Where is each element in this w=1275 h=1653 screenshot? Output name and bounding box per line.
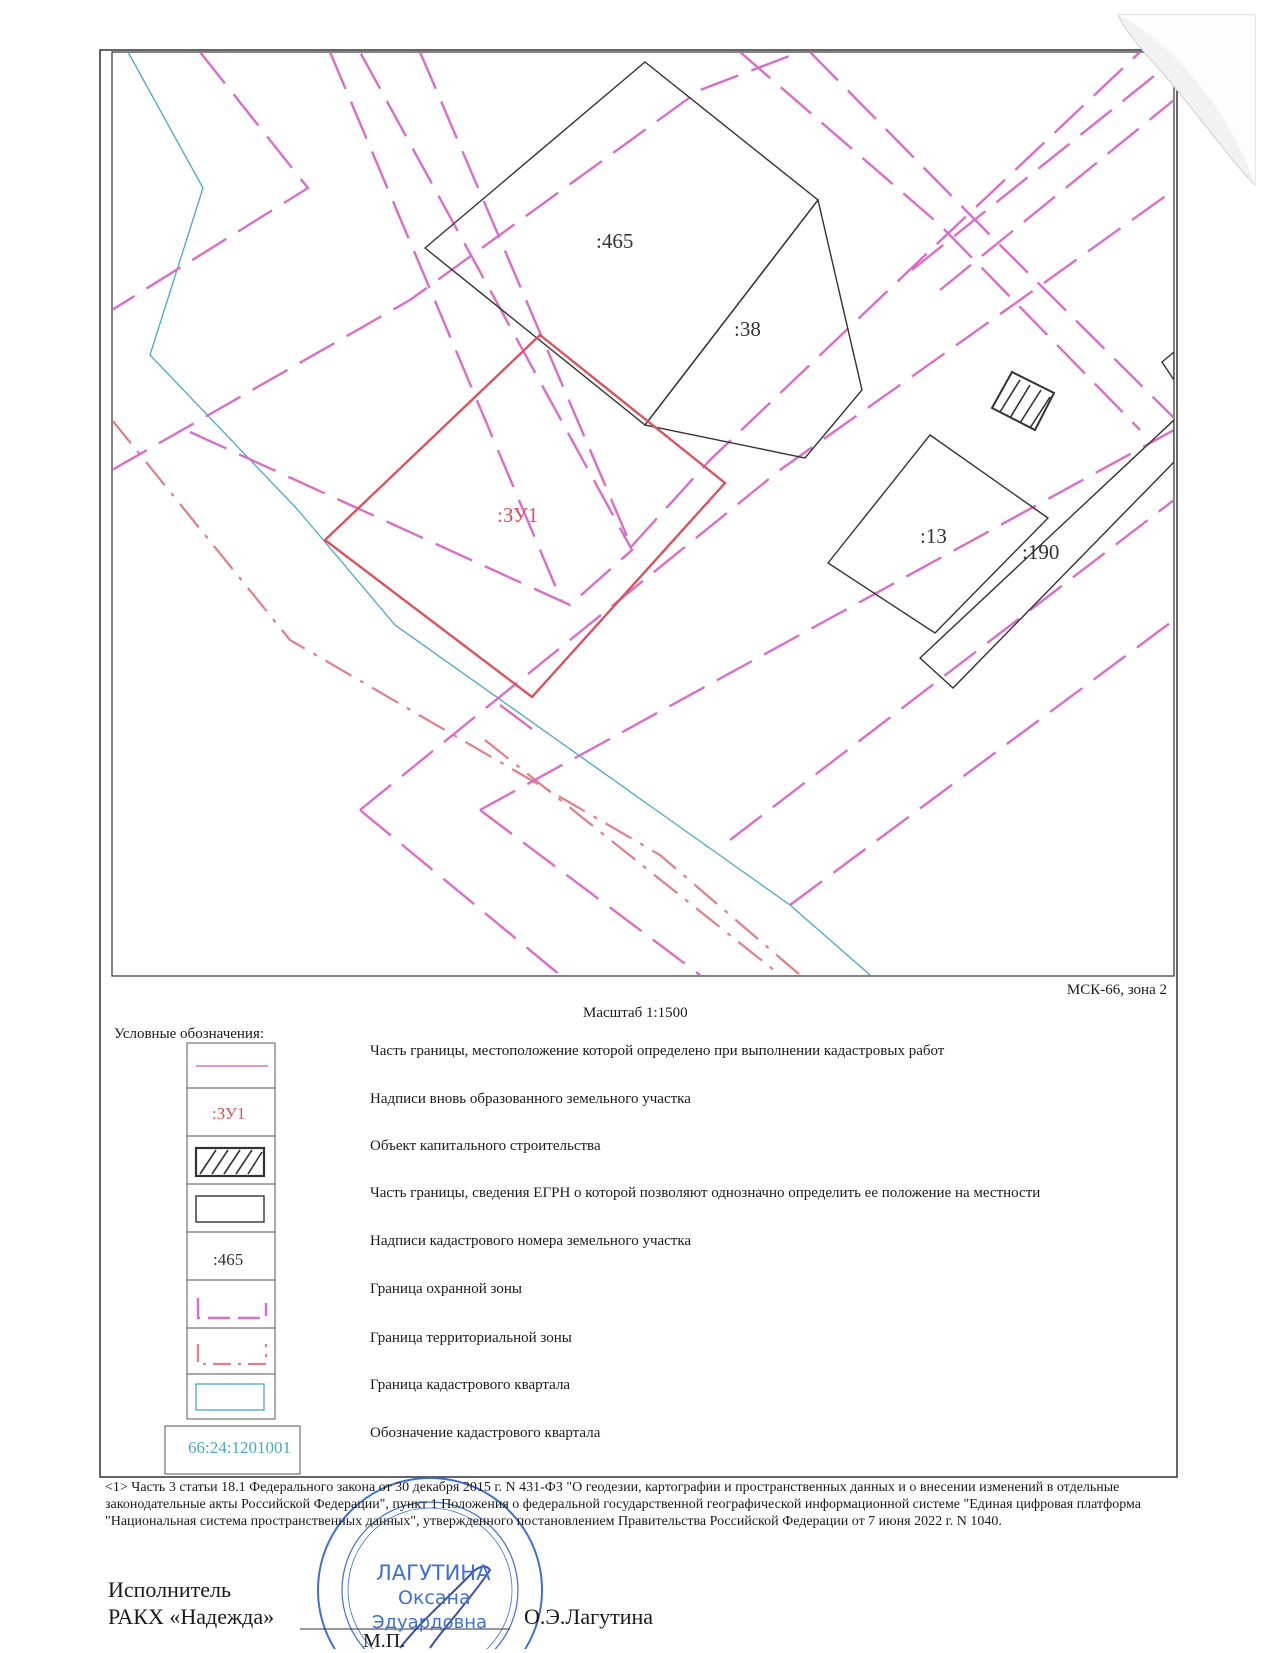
legend-item-text: Граница кадастрового квартала [370, 1377, 571, 1393]
parcel-label-465: :465 [596, 229, 634, 253]
protection-zone-boundary [190, 52, 632, 605]
stamp-text: Оксана [398, 1587, 471, 1609]
stamp-place-label: М.П. [363, 1630, 406, 1652]
protection-zone-boundary [360, 190, 1174, 810]
legend-sample-protection-zone [198, 1298, 266, 1318]
scale-label: Масштаб 1:1500 [583, 1005, 688, 1021]
map-area-frame [112, 52, 1174, 976]
footnote: <1> Часть 3 статьи 18.1 Федерального закона от 30 декабря 2015 г. N 431-ФЗ "О геодезии, картографии и пространственных данных и о внесении изменений в отдельные законодательные акты Российской Федерации", пункт 1 Положения о федеральной государственной географической информационной системе "Единая цифровая платформа "Национальная система пространственных данных", утвержденного постановлением Правительства Российской Федерации от 7 июня 2022 г. N 1040. [105, 1480, 1141, 1529]
legend-sample-quarter-number: 66:24:1201001 [188, 1438, 291, 1457]
stamp-text: Эдуардовна [372, 1612, 487, 1633]
legend-item-text: Надписи вновь образованного земельного участка [370, 1091, 691, 1107]
legend-title: Условные обозначения: [114, 1026, 265, 1042]
protection-zone-boundary [810, 52, 1174, 418]
legend-sample-parcel-number: :465 [213, 1250, 244, 1269]
legend-sample-construction [196, 1148, 264, 1176]
protection-zone-boundary [912, 60, 1174, 270]
new-parcel-label: :ЗУ1 [497, 503, 539, 527]
legend-item-text: Часть границы, местоположение которой определено при выполнении кадастровых работ [370, 1043, 945, 1059]
protection-zone-boundary [940, 100, 1174, 290]
parcel-edge-boundary [1162, 352, 1174, 380]
protection-zone-boundary [420, 52, 632, 548]
coordinate-system-label: МСК-66, зона 2 [1066, 982, 1167, 998]
executor-role: Исполнитель [108, 1577, 232, 1602]
territorial-zone-boundary [485, 740, 780, 975]
map-frame [100, 50, 1177, 1477]
protection-zone-boundary [630, 52, 1140, 548]
legend-sample-egrn-boundary [196, 1196, 264, 1222]
legend-item-text: Граница территориальной зоны [370, 1330, 572, 1346]
protection-zone-boundary [360, 810, 560, 975]
protection-zone-boundary [480, 430, 1174, 810]
legend-item-text: Объект капитального строительства [370, 1138, 601, 1154]
legend-sample-territorial-zone [198, 1344, 266, 1364]
legend-item-text: Часть границы, сведения ЕГРН о которой позволяют однозначно определить ее положение на местности [370, 1185, 1041, 1201]
protection-zone-boundary [112, 52, 800, 470]
protection-zone-boundary [500, 705, 540, 735]
legend-sample-new-parcel-label: :ЗУ1 [212, 1104, 246, 1123]
capital-construction-object [992, 372, 1054, 430]
legend-item-text: Надписи кадастрового номера земельного участка [370, 1233, 692, 1249]
protection-zone-boundary [112, 52, 308, 310]
executor-name: О.Э.Лагутина [524, 1604, 654, 1629]
legend-sample-quarter-boundary [196, 1384, 264, 1410]
parcel-label-38: :38 [734, 317, 761, 341]
executor-organization: РАКХ «Надежда» [108, 1604, 275, 1629]
parcel-label-190: :190 [1022, 540, 1060, 564]
legend-column [187, 1043, 275, 1419]
protection-zone-boundary [790, 620, 1174, 905]
stamp-text: ЛАГУТИНА [376, 1561, 491, 1585]
legend-item-text: Граница охранной зоны [370, 1281, 522, 1297]
parcel-label-13: :13 [920, 524, 947, 548]
territorial-zone-boundary [112, 420, 800, 975]
protection-zone-boundary [480, 810, 700, 975]
legend-item-text: Обозначение кадастрового квартала [370, 1425, 601, 1441]
